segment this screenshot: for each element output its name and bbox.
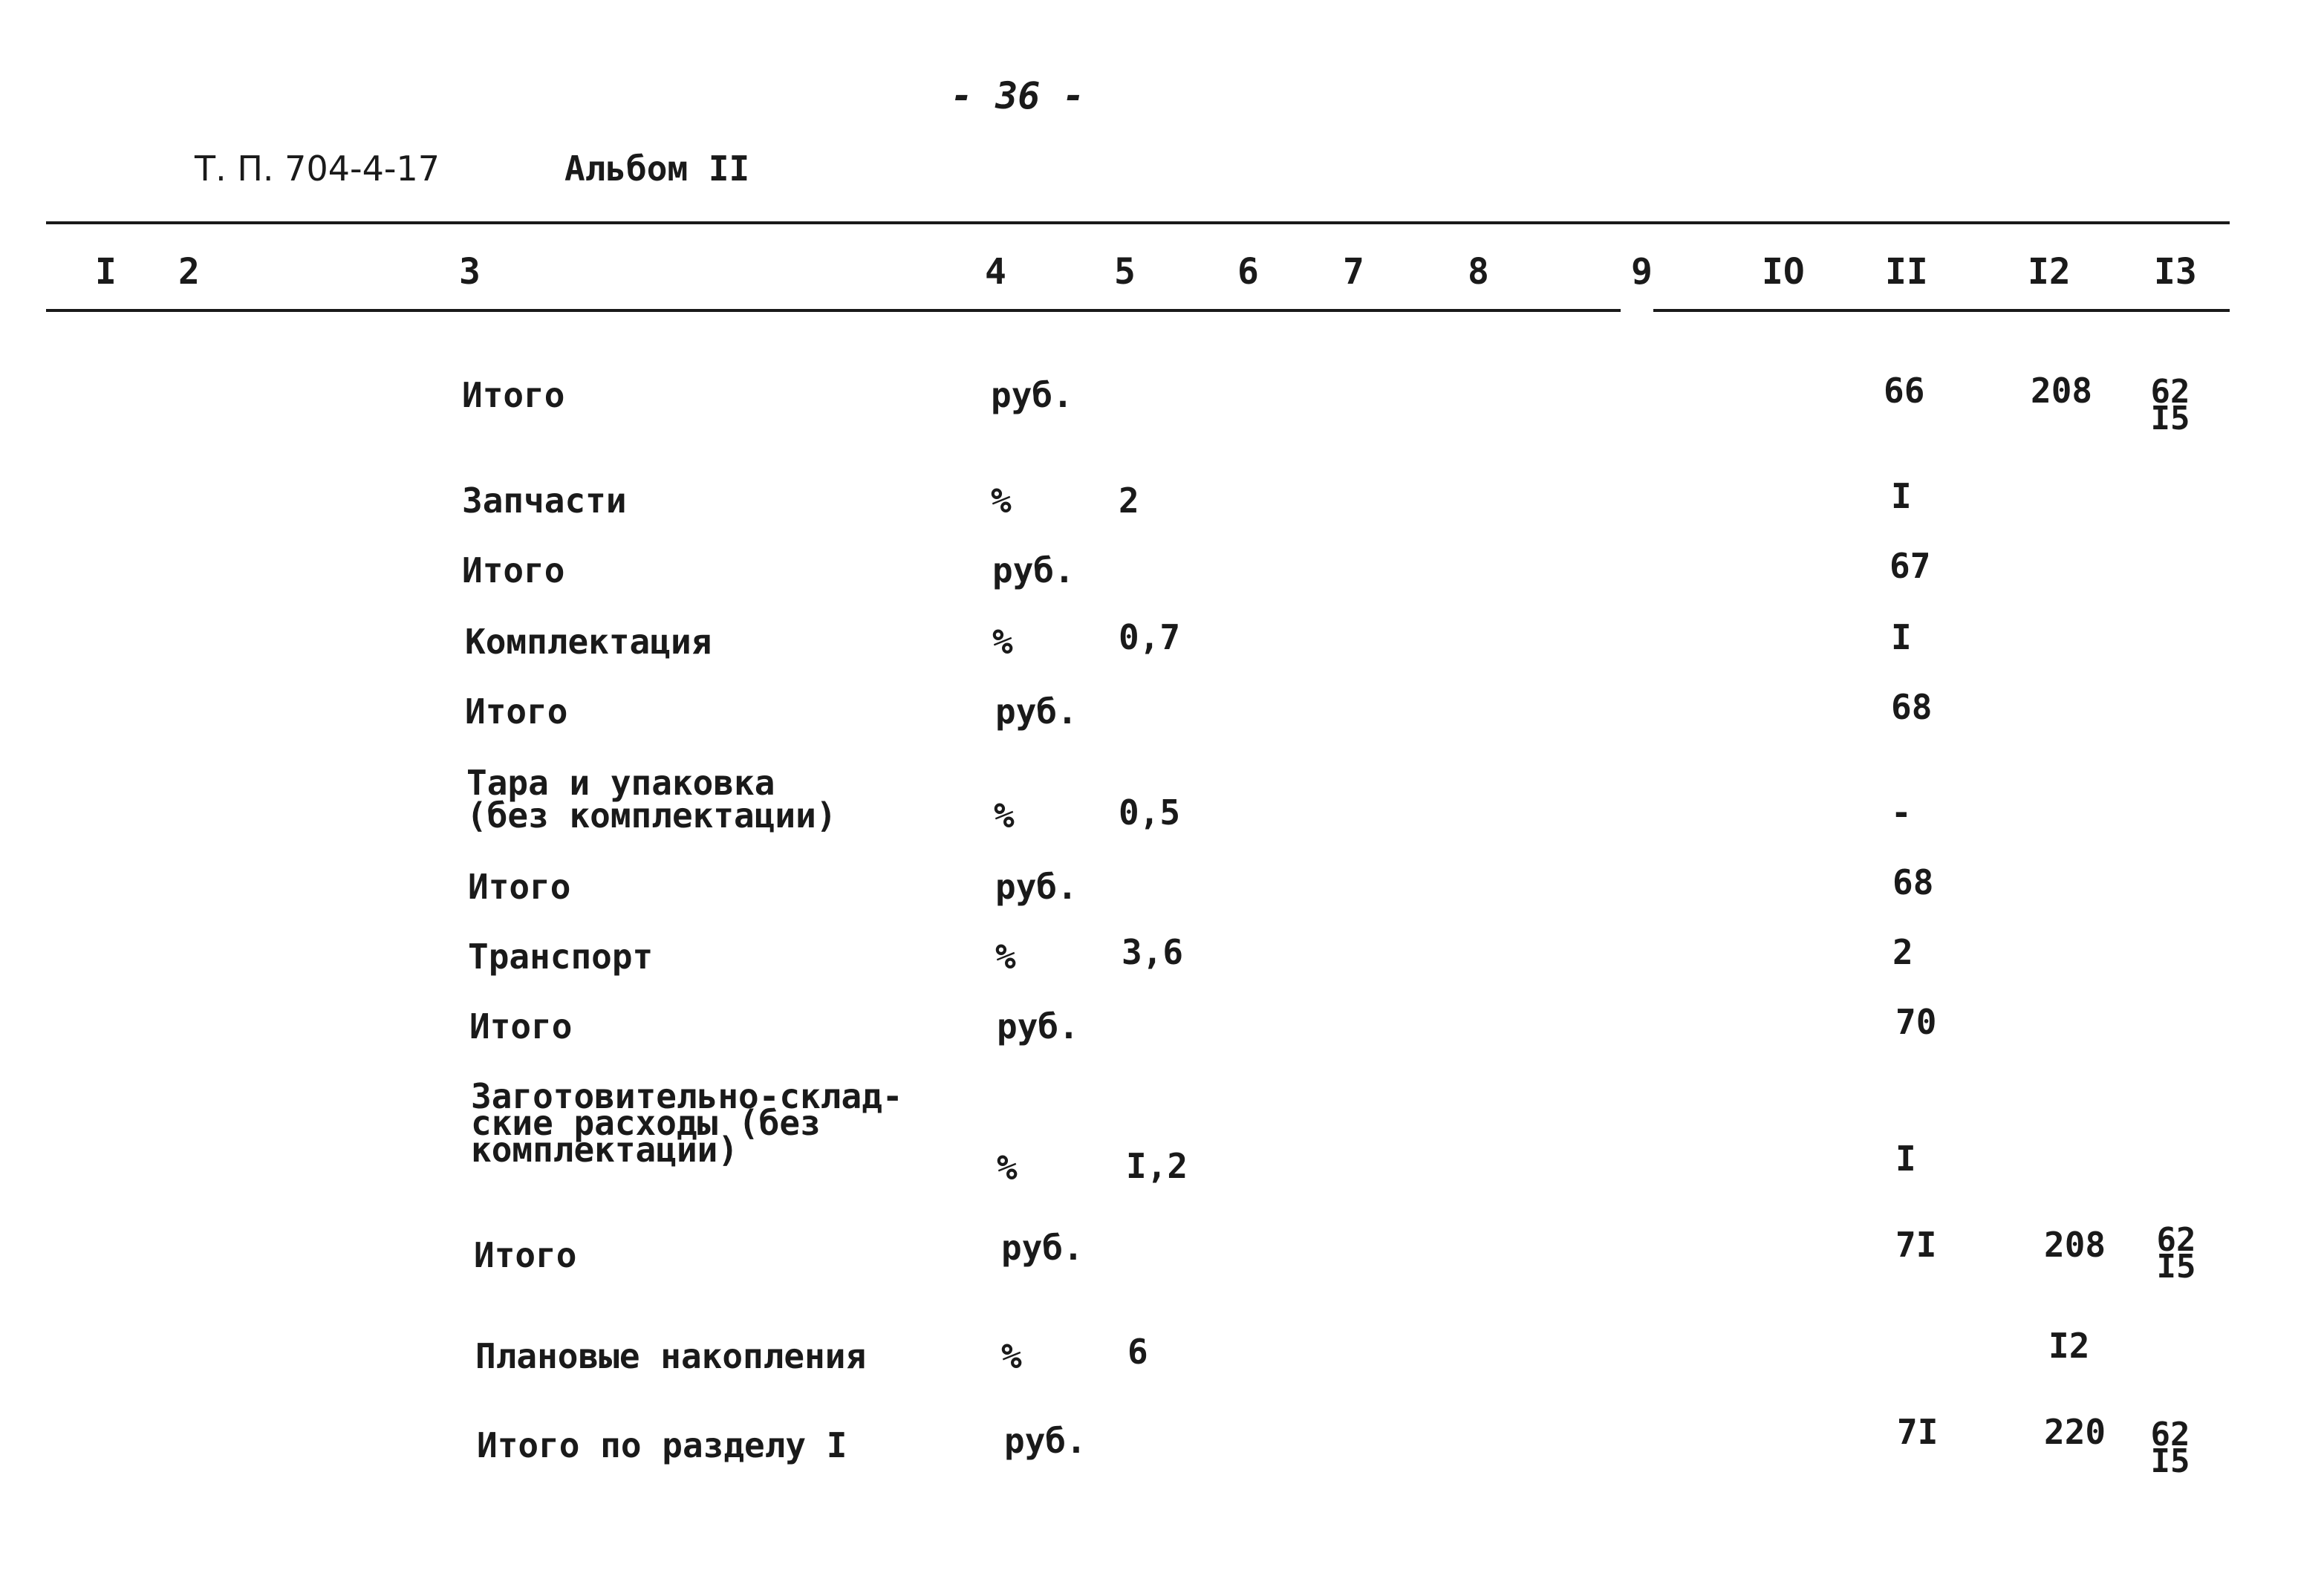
table-row bbox=[0, 371, 2324, 437]
row-name: Плановые накопления bbox=[475, 1336, 867, 1376]
column-header-6: 6 bbox=[1237, 251, 1259, 293]
row-col11: 67 bbox=[1890, 546, 1931, 586]
column-header-5: 5 bbox=[1114, 251, 1136, 293]
row-pct: 6 bbox=[1127, 1332, 1148, 1372]
column-header-8: 8 bbox=[1468, 251, 1489, 293]
row-col13-bottom: I5 bbox=[2150, 400, 2190, 437]
row-unit: руб. bbox=[995, 867, 1078, 907]
table-row bbox=[0, 1221, 2324, 1286]
header-rule-top bbox=[46, 221, 2230, 224]
row-name: Запчасти bbox=[462, 481, 627, 521]
row-col11: 68 bbox=[1892, 862, 1934, 902]
row-col12: 208 bbox=[2044, 1225, 2106, 1265]
row-name: Итого bbox=[468, 867, 571, 907]
row-col13 bbox=[2141, 1416, 2200, 1480]
row-col11: 68 bbox=[1891, 687, 1933, 727]
column-header-1: I bbox=[95, 251, 117, 293]
row-col13-bottom: I5 bbox=[2156, 1248, 2196, 1286]
row-name: Комплектация bbox=[465, 622, 712, 662]
row-unit: % bbox=[997, 1147, 1018, 1188]
header-rule-bottom-left bbox=[46, 309, 1621, 312]
table-row bbox=[0, 862, 2324, 907]
row-col13-top: 62 bbox=[2150, 1416, 2190, 1453]
column-header-4: 4 bbox=[985, 251, 1006, 293]
row-col11: I bbox=[1891, 476, 1912, 516]
row-pct: 3,6 bbox=[1122, 932, 1184, 972]
table-row bbox=[0, 1326, 2324, 1376]
row-col11: 70 bbox=[1895, 1002, 1937, 1042]
row-unit: % bbox=[1001, 1336, 1022, 1376]
page-number: - 36 - bbox=[951, 74, 1085, 117]
row-unit: руб. bbox=[995, 691, 1078, 732]
row-name: Итого по разделу I bbox=[477, 1425, 847, 1465]
row-unit: % bbox=[992, 622, 1013, 662]
row-name: Транспорт bbox=[468, 937, 654, 977]
row-name: Итого bbox=[469, 1006, 573, 1046]
table-row bbox=[0, 932, 2324, 977]
row-col11: 66 bbox=[1884, 371, 1925, 411]
row-unit: руб. bbox=[1001, 1228, 1084, 1268]
column-header-10: IO bbox=[1762, 251, 1805, 293]
table-row bbox=[0, 687, 2324, 732]
row-col11: I bbox=[1895, 1139, 1916, 1179]
row-name: Заготовительно-склад- ские расходы (без комплектации) bbox=[471, 1076, 903, 1170]
row-unit: % bbox=[991, 481, 1012, 521]
row-name: Итого bbox=[462, 375, 565, 415]
table-row bbox=[0, 763, 2324, 836]
row-unit: руб. bbox=[992, 550, 1075, 590]
row-col13-top: 62 bbox=[2150, 373, 2190, 411]
row-pct: 2 bbox=[1119, 481, 1139, 521]
row-col13-top: 62 bbox=[2156, 1221, 2196, 1259]
row-pct: 0,7 bbox=[1119, 617, 1181, 657]
table-row bbox=[0, 1076, 2324, 1188]
table-row bbox=[0, 546, 2324, 590]
header-rule-bottom-right bbox=[1653, 309, 2230, 312]
column-header-7: 7 bbox=[1343, 251, 1364, 293]
row-name: Итого bbox=[465, 691, 568, 732]
row-unit: % bbox=[994, 795, 1015, 836]
row-pct: 0,5 bbox=[1119, 792, 1181, 833]
row-unit: руб. bbox=[991, 375, 1073, 415]
row-col11: 7I bbox=[1895, 1225, 1937, 1265]
row-name: Итого bbox=[474, 1235, 577, 1275]
row-unit: руб. bbox=[1004, 1421, 1087, 1461]
column-header-12: I2 bbox=[2028, 251, 2071, 293]
column-header-3: 3 bbox=[459, 251, 481, 293]
column-header-11: II bbox=[1885, 251, 1928, 293]
row-col13-bottom: I5 bbox=[2150, 1442, 2190, 1480]
row-col12: 208 bbox=[2031, 371, 2093, 411]
row-unit: руб. bbox=[997, 1006, 1079, 1046]
row-pct: I,2 bbox=[1126, 1146, 1188, 1186]
row-col11: 7I bbox=[1897, 1412, 1939, 1452]
row-name: Тара и упаковка (без комплектации) bbox=[466, 763, 837, 836]
row-col11: I bbox=[1891, 617, 1912, 657]
table-row bbox=[0, 476, 2324, 521]
column-header-13: I3 bbox=[2154, 251, 2197, 293]
table-row bbox=[0, 1412, 2324, 1480]
row-col12: 220 bbox=[2044, 1412, 2106, 1452]
row-col13 bbox=[2146, 1221, 2206, 1286]
row-col12: I2 bbox=[2048, 1326, 2090, 1366]
table-row bbox=[0, 1002, 2324, 1046]
row-col11: 2 bbox=[1892, 932, 1913, 972]
table-row bbox=[0, 617, 2324, 662]
row-name: Итого bbox=[462, 550, 565, 590]
column-header-2: 2 bbox=[178, 251, 200, 293]
document-code: Т. П. 704-4-17 bbox=[195, 149, 440, 189]
row-unit: % bbox=[995, 937, 1016, 977]
row-col13 bbox=[2141, 373, 2200, 437]
row-col11: - bbox=[1891, 792, 1912, 833]
column-header-9: 9 bbox=[1631, 251, 1653, 293]
album-label: Альбом II bbox=[564, 149, 750, 189]
